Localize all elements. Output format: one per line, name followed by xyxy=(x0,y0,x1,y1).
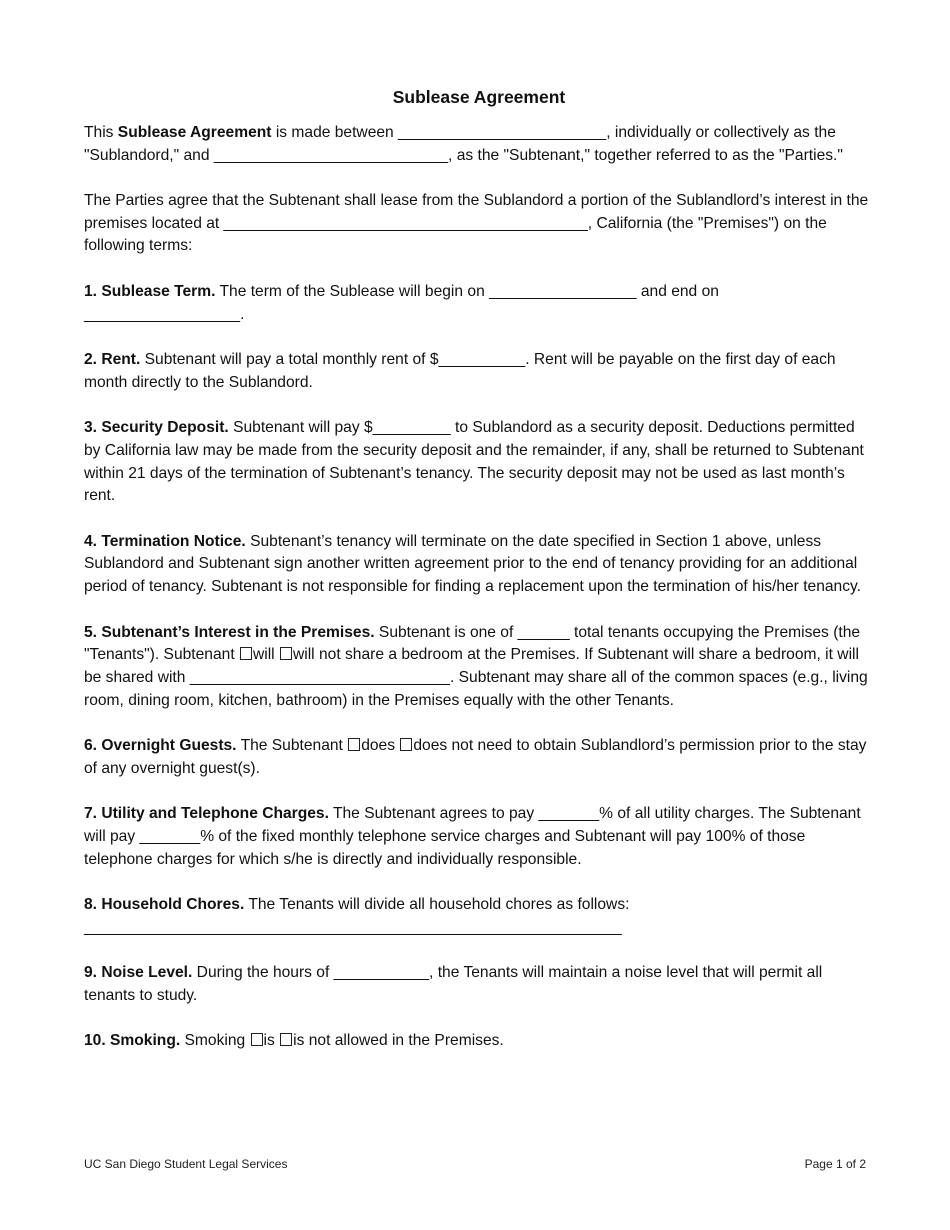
section-heading: 3. Security Deposit. xyxy=(84,418,229,436)
footer-organization: UC San Diego Student Legal Services xyxy=(84,1157,288,1171)
section-heading: 9. Noise Level. xyxy=(84,964,193,982)
document-title: Sublease Agreement xyxy=(392,87,566,107)
section-text: and end on xyxy=(636,282,719,300)
section-rent xyxy=(84,349,874,395)
intro-premises-paragraph xyxy=(84,190,874,258)
checkbox-label: does xyxy=(361,737,400,755)
intro-text: , individually or collectively as the "Sublandord," and xyxy=(84,123,836,164)
section-text: The term of the Sublease will begin on xyxy=(215,282,490,300)
section-sublease-term xyxy=(84,281,874,327)
section-heading: 8. Household Chores. xyxy=(84,896,245,914)
section-heading: 7. Utility and Telephone Charges. xyxy=(84,805,329,823)
chores-description-blank[interactable]: ______________________________________________________________ xyxy=(84,919,622,937)
section-subtenant-interest xyxy=(84,622,874,713)
document-body xyxy=(84,86,874,1076)
share-bedroom-will-not-checkbox[interactable] xyxy=(280,647,292,660)
section-text: Subtenant will pay $ xyxy=(228,418,373,436)
telephone-percent-blank[interactable]: _______ xyxy=(139,828,201,846)
section-text: % of the fixed monthly telephone service charges and Subtenant will pay 100% of those telephone charges for which s/he is directly and individually responsible. xyxy=(84,828,806,868)
section-text: The Subtenant agrees to pay xyxy=(328,805,539,823)
term-end-blank[interactable]: __________________ xyxy=(84,305,241,323)
section-text: , the Tenants will maintain a noise level that will permit all tenants to study. xyxy=(84,964,823,1005)
intro-text: The Parties agree that the Subtenant shall lease from the Sublandord a portion of the Sublandlord’s interest in the premises located at xyxy=(84,191,869,232)
intro-text: is made between xyxy=(271,123,399,141)
section-heading: 6. Overnight Guests. xyxy=(84,737,237,755)
page-number: Page 1 of 2 xyxy=(804,1157,866,1171)
section-text: Subtenant will pay a total monthly rent of $ xyxy=(140,350,439,368)
section-text: % of all utility charges. The Subtenant will pay xyxy=(84,805,861,846)
section-household-chores xyxy=(84,894,874,940)
section-text: Smoking xyxy=(180,1032,250,1050)
section-security-deposit xyxy=(84,417,874,508)
section-text: total tenants occupying the Premises (the "Tenants"). Subtenant xyxy=(84,623,861,664)
section-text: . Rent will be payable on the first day of each month directly to the Sublandord. xyxy=(84,350,836,391)
intro-parties-paragraph xyxy=(84,122,874,168)
checkbox-label: does not need to obtain Sublandlord’s permission prior to the stay of any overnight guest(s). xyxy=(84,737,867,778)
section-text: The Subtenant xyxy=(236,737,348,755)
share-bedroom-will-checkbox[interactable] xyxy=(240,647,252,660)
section-text: . xyxy=(240,305,245,323)
section-noise-level xyxy=(84,962,874,1008)
section-heading: 1. Sublease Term. xyxy=(84,282,216,300)
section-text: Subtenant’s tenancy will terminate on the date specified in Section 1 above, unless Sublandord and Subtenant sign another written agreement prior to the end of tenancy providing for an additional period of tenancy. Subtenant is not responsible for finding a replacement upon the termination of his/her tenancy. xyxy=(84,532,861,596)
section-text: The Tenants will divide all household chores as follows: xyxy=(244,896,630,914)
checkbox-label: is xyxy=(263,1032,280,1050)
section-heading: 4. Termination Notice. xyxy=(84,532,246,550)
term-start-blank[interactable]: _________________ xyxy=(489,282,637,300)
section-utility-charges xyxy=(84,803,874,871)
guests-does-not-checkbox[interactable] xyxy=(400,738,412,751)
checkbox-label: will xyxy=(252,646,279,664)
section-text: During the hours of xyxy=(192,964,334,982)
deposit-amount-blank[interactable]: _________ xyxy=(372,418,451,436)
premises-address-blank[interactable]: __________________________________________ xyxy=(223,214,588,232)
section-text: to Sublandord as a security deposit. Deductions permitted by California law may be made from the security deposit and the remainder, if any, shall be returned to Subtenant within 21 days of the termination of Subtenant’s tenancy. The security deposit may not be used as last month’s rent. xyxy=(84,418,864,505)
quiet-hours-blank[interactable]: ___________ xyxy=(333,964,430,982)
bedroom-share-with-blank[interactable]: ______________________________ xyxy=(189,669,450,687)
section-smoking xyxy=(84,1030,874,1053)
smoking-is-not-checkbox[interactable] xyxy=(280,1033,292,1046)
intro-text: , California (the "Premises") on the following terms: xyxy=(84,214,827,255)
section-text: Subtenant is one of xyxy=(374,623,518,641)
section-overnight-guests xyxy=(84,735,874,781)
sublandlord-name-blank[interactable]: ________________________ xyxy=(398,123,607,141)
intro-bold-term: Sublease Agreement xyxy=(117,123,272,141)
section-text: . Subtenant may share all of the common spaces (e.g., living room, dining room, kitchen, bathroom) in the Premises equally with the other Tenants. xyxy=(84,669,868,709)
checkbox-label: will not share a bedroom at the Premises. If Subtenant will share a bedroom, it will be shared with xyxy=(84,646,859,687)
smoking-is-checkbox[interactable] xyxy=(251,1033,263,1046)
utility-percent-blank[interactable]: _______ xyxy=(538,805,600,823)
intro-text: This xyxy=(84,123,118,141)
page-footer xyxy=(84,1157,866,1171)
tenant-count-blank[interactable]: ______ xyxy=(517,623,570,641)
section-termination-notice xyxy=(84,531,874,599)
subtenant-name-blank[interactable]: ___________________________ xyxy=(213,146,449,164)
guests-does-checkbox[interactable] xyxy=(348,738,360,751)
section-heading: 5. Subtenant’s Interest in the Premises. xyxy=(84,623,375,641)
section-heading: 10. Smoking. xyxy=(84,1032,181,1050)
checkbox-label: is not allowed in the Premises. xyxy=(293,1032,504,1050)
intro-text: , as the "Subtenant," together referred to as the "Parties." xyxy=(448,146,843,164)
section-heading: 2. Rent. xyxy=(84,350,141,368)
rent-amount-blank[interactable]: __________ xyxy=(438,350,526,368)
